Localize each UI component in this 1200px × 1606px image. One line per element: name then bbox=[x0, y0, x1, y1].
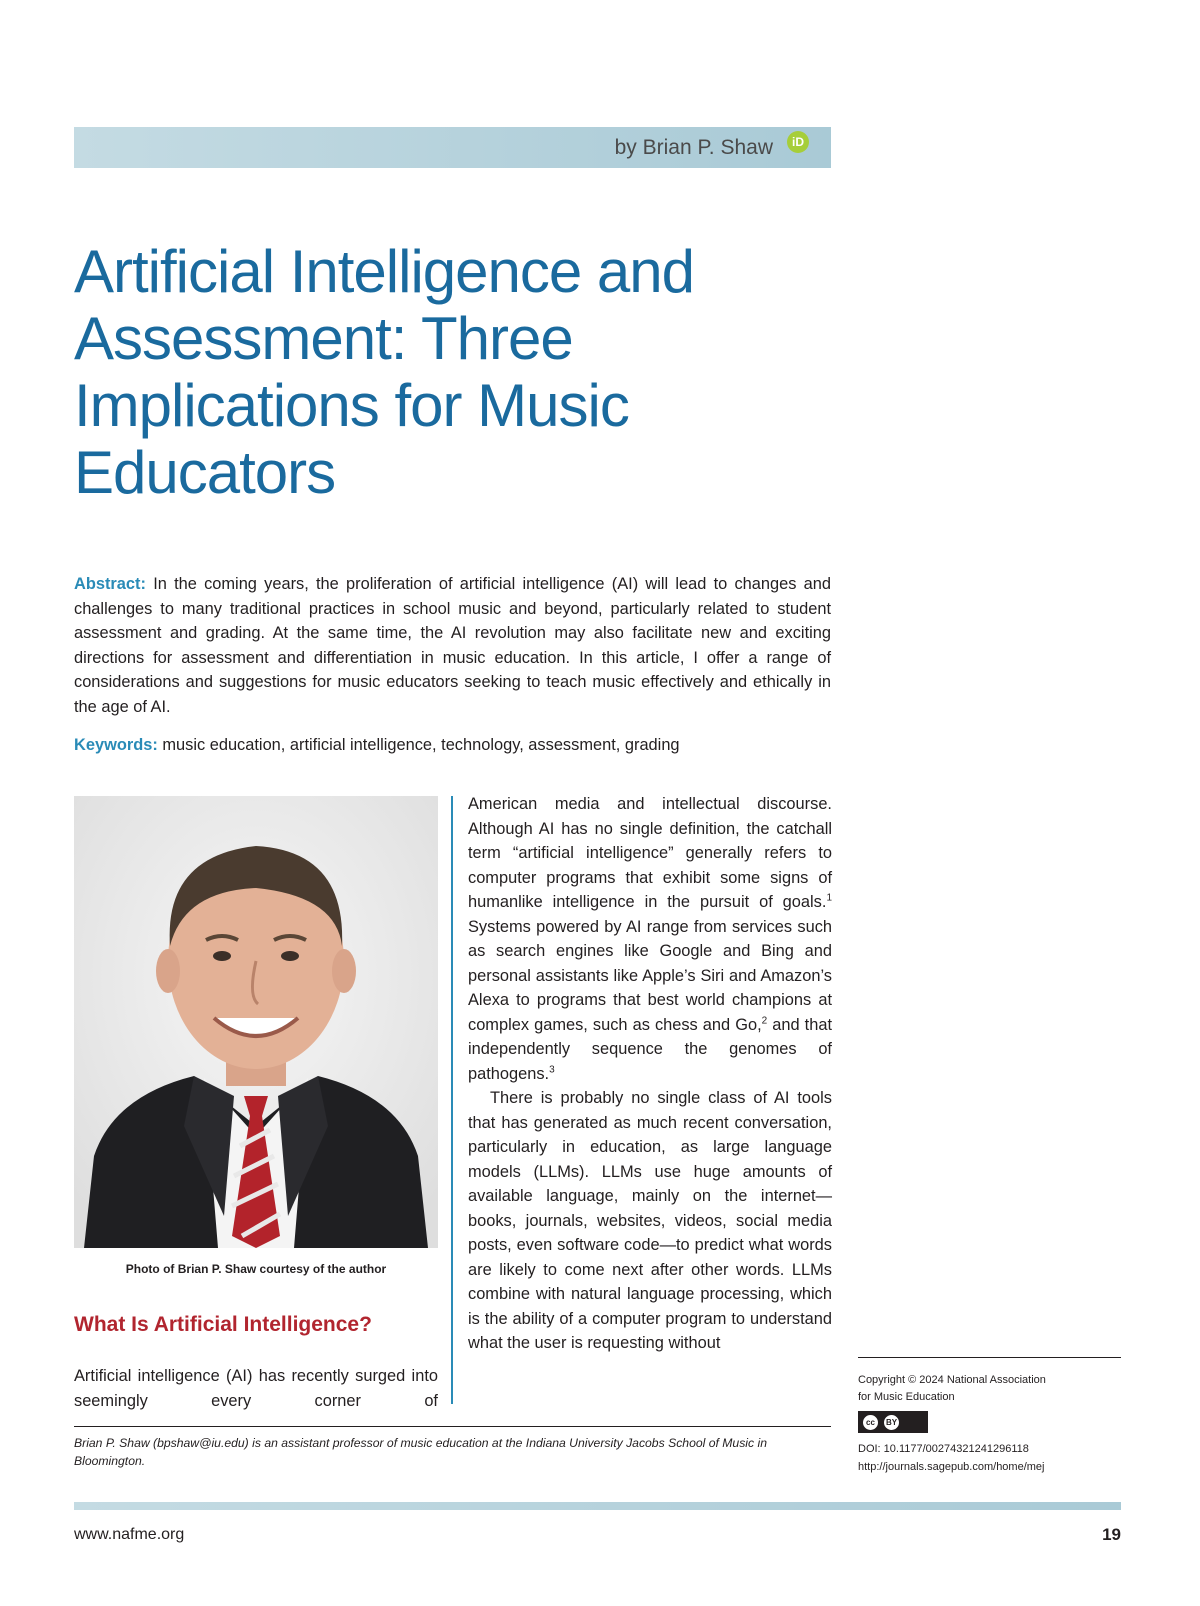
abstract-text: In the coming years, the proliferation of artificial intelligence (AI) will lead to changes and challenges to many traditional practices in school music and beyond, particularly related to student assessment and grading. At the same time, the AI revolution may also facilitate new and exciting directions for assessment and differentiation in music education. In this article, I offer a range of considerations and suggestions for music educators seeking to teach music effectively and ethically in the age of AI. bbox=[74, 575, 832, 716]
author-portrait-illustration bbox=[74, 796, 438, 1248]
abstract bbox=[74, 572, 831, 719]
paragraph-1-part-a: American media and intellectual discourse. Although AI has no single definition, the catchall term “artificial intelligence” generally refers to computer programs that exhibit some signs of humanlike intelligence in the pursuit of goals. bbox=[468, 795, 832, 911]
copyright-line-1: Copyright © 2024 National Association bbox=[858, 1374, 1046, 1386]
orcid-icon[interactable]: iD bbox=[787, 131, 809, 153]
cc-icon: cc bbox=[863, 1415, 878, 1430]
abstract-label: Abstract: bbox=[74, 575, 146, 593]
footer-url[interactable]: www.nafme.org bbox=[74, 1526, 185, 1543]
paragraph-1-part-b: Systems powered by AI range from services such as search engines like Google and Bing and personal assistants like Apple’s Siri and Amazon’s Alexa to programs that best world champions at complex games, such as chess and Go, bbox=[468, 917, 832, 1034]
body-paragraph-2: There is probably no single class of AI tools that has generated as much recent conversation, particularly in education, as large language models (LLMs). LLMs use huge amounts of available language, mainly on the internet—books, journals, websites, videos, social media posts, even software code—to predict what words are likely to come next after other words. LLMs combine with natural language processing, which is the ability of a computer program to understand what the user is requesting without bbox=[468, 1089, 832, 1352]
article-title: Artificial Intelligence and Assessment: Three Implications for Music Educators bbox=[74, 238, 695, 506]
section-heading: What Is Artificial Intelligence? bbox=[74, 1313, 372, 1336]
footnote-3[interactable]: 3 bbox=[549, 1064, 555, 1076]
keywords-label: Keywords: bbox=[74, 736, 158, 754]
copyright-notice bbox=[858, 1372, 1121, 1406]
footer-bar bbox=[74, 1502, 1121, 1510]
journal-url[interactable]: http://journals.sagepub.com/home/mej bbox=[858, 1461, 1045, 1473]
byline-banner bbox=[74, 127, 831, 168]
photo-caption: Photo of Brian P. Shaw courtesy of the author bbox=[125, 1262, 387, 1276]
column-divider bbox=[451, 796, 453, 1404]
cc-by-icon[interactable] bbox=[858, 1411, 928, 1433]
keywords bbox=[74, 733, 831, 757]
author-note-rule bbox=[74, 1426, 831, 1427]
author-byline: by Brian P. Shaw bbox=[614, 136, 773, 159]
author-note: Brian P. Shaw (bpshaw@iu.edu) is an assistant professor of music education at the Indiana University Jacobs School of Music in Bloomington. bbox=[74, 1436, 767, 1468]
by-icon: BY bbox=[884, 1415, 899, 1430]
doi[interactable]: DOI: 10.1177/00274321241296118 bbox=[858, 1443, 1029, 1455]
body-paragraph-1 bbox=[468, 792, 832, 1086]
paragraph-1-part-c: and that independently sequence the genomes of pathogens. bbox=[468, 1015, 833, 1083]
copyright-line-2: for Music Education bbox=[858, 1391, 955, 1403]
copyright-rule bbox=[858, 1357, 1121, 1358]
left-column-text: Artificial intelligence (AI) has recently surged into seemingly every corner of bbox=[74, 1367, 438, 1410]
author-photo bbox=[74, 796, 438, 1248]
page-number: 19 bbox=[1102, 1525, 1121, 1544]
right-column bbox=[468, 792, 832, 1356]
footnote-2[interactable]: 2 bbox=[761, 1015, 768, 1027]
footnote-1[interactable]: 1 bbox=[826, 892, 832, 904]
keywords-text: music education, artificial intelligence, technology, assessment, grading bbox=[162, 736, 680, 754]
